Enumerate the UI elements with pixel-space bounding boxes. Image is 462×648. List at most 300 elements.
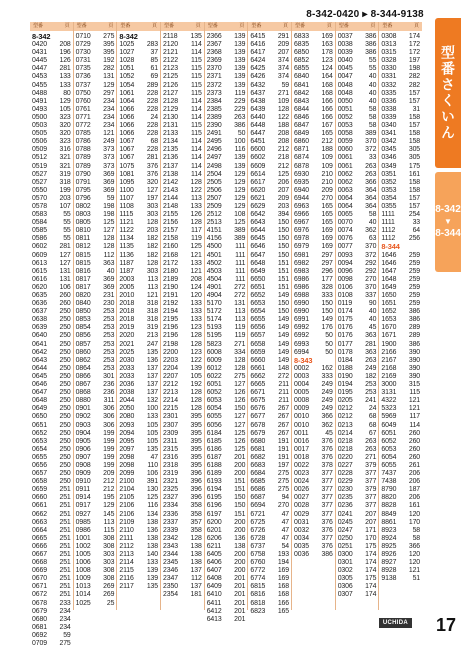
index-row: [119, 349, 158, 357]
index-row: [163, 422, 202, 430]
model-number: 1111: [381, 211, 395, 219]
index-row: [294, 284, 333, 292]
model-number: 0070: [337, 219, 353, 227]
model-number: 6053: [206, 397, 222, 405]
page-ref: 138: [190, 542, 202, 550]
page-ref: 58: [368, 105, 377, 113]
model-number: 2190: [163, 283, 178, 291]
page-ref: 192: [103, 57, 115, 65]
model-number: 6990: [294, 300, 309, 308]
page-ref: 259: [408, 251, 421, 259]
page-ref: 150: [234, 502, 246, 510]
index-row: [76, 138, 115, 146]
index-row: [338, 422, 377, 430]
model-number: 6815: [250, 583, 266, 591]
index-row: [338, 324, 377, 332]
page-ref: 135: [146, 583, 159, 591]
index-row: [76, 365, 115, 373]
model-number: 1671: [381, 332, 397, 340]
page-ref: 133: [190, 202, 202, 210]
index-row: [250, 33, 289, 41]
index-row: [250, 41, 289, 49]
model-number: 0641: [32, 340, 47, 348]
index-row: [163, 98, 202, 106]
model-number: 6976: [294, 227, 309, 235]
page-ref: 247: [146, 340, 159, 348]
page-ref: 151: [277, 275, 290, 283]
model-number: 0493: [32, 105, 47, 113]
index-row: [76, 284, 115, 292]
page-ref: 33: [368, 154, 377, 162]
page-ref: 55: [368, 57, 377, 65]
index-row: [207, 446, 246, 454]
page-ref: 198: [408, 65, 421, 73]
page-ref: 129: [59, 97, 71, 105]
model-number: 2030: [119, 356, 135, 364]
index-row: [32, 381, 71, 389]
index-row: [294, 219, 333, 227]
index-row: [76, 462, 115, 470]
page-ref: 110: [147, 461, 159, 469]
page-ref: 201: [234, 453, 246, 461]
index-row: [32, 349, 71, 357]
index-row: [250, 130, 289, 138]
page-ref: 169: [277, 575, 290, 583]
model-number: 6981: [294, 251, 309, 259]
model-number: 0854: [75, 324, 91, 332]
page-ref: 119: [234, 324, 246, 332]
model-number: 1115: [119, 211, 134, 219]
model-number: 0176: [337, 332, 353, 340]
page-ref: 133: [190, 316, 202, 324]
page-ref: 168: [277, 583, 290, 591]
index-row: [250, 57, 289, 65]
page-ref: 114: [191, 105, 202, 113]
model-number: 1066: [119, 122, 135, 130]
model-number: 0307: [337, 591, 353, 599]
model-number: 2505: [206, 178, 222, 186]
column-header-model: 型番: [338, 23, 349, 29]
model-number: 0901: [75, 405, 91, 413]
model-number: 6646: [250, 243, 266, 251]
index-row: [32, 470, 71, 478]
page-ref: 149: [277, 324, 290, 332]
page-ref: 113: [234, 308, 246, 316]
page-ref: 212: [103, 478, 115, 486]
page-ref: 282: [408, 81, 421, 89]
page-ref: 199: [103, 453, 115, 461]
index-row: [381, 252, 420, 260]
page-ref: 376: [146, 162, 159, 170]
model-number: 0512: [32, 154, 47, 162]
page-ref: 207: [277, 49, 290, 57]
model-number: 0586: [32, 235, 47, 243]
page-ref: 208: [59, 41, 71, 49]
model-number: 0645: [32, 372, 47, 380]
model-number: 0176: [337, 324, 353, 332]
page-ref: 318: [59, 178, 71, 186]
index-row: [163, 154, 202, 162]
page-ref: 253: [103, 316, 115, 324]
index-row: [250, 260, 289, 268]
index-row: [207, 73, 246, 81]
index-row: [250, 502, 289, 510]
page-ref: 337: [365, 292, 377, 299]
index-row: [119, 106, 158, 114]
model-number: 0342: [381, 138, 397, 146]
index-row: [250, 227, 289, 235]
model-number: 6425: [250, 65, 266, 73]
index-row: [207, 82, 246, 90]
page-ref: 260: [59, 292, 71, 299]
page-ref: 113: [234, 316, 246, 324]
page-ref: 369: [103, 178, 115, 186]
page-ref: 126: [234, 437, 246, 445]
model-number: 8849: [381, 510, 397, 518]
page-ref: 64: [412, 227, 421, 235]
page-ref: 228: [146, 97, 159, 105]
column-header: [336, 22, 379, 31]
index-row: [338, 243, 377, 251]
page-ref: 395: [190, 437, 202, 445]
index-row: [294, 260, 333, 268]
model-number: 0048: [337, 81, 353, 89]
model-number: 0059: [337, 138, 353, 146]
page-ref: 200: [234, 551, 246, 558]
index-row: [294, 98, 333, 106]
index-row: [338, 413, 377, 421]
index-row: [338, 478, 377, 486]
index-row: [163, 349, 202, 357]
page-ref: 275: [277, 486, 290, 494]
index-row: [119, 268, 158, 276]
index-row: [338, 171, 377, 179]
index-row: [207, 478, 246, 486]
model-number: 1670: [381, 324, 397, 332]
model-number: 0308: [381, 33, 397, 40]
page-ref: 45: [325, 429, 333, 437]
page-ref: 157: [408, 97, 421, 105]
index-row: [32, 146, 71, 154]
page-ref: 250: [59, 364, 71, 372]
index-row: [163, 146, 202, 154]
index-row: [76, 527, 115, 535]
page-ref: 208: [277, 138, 290, 146]
page-ref: 58: [368, 122, 377, 130]
page-ref: 136: [146, 356, 159, 364]
index-row: [76, 430, 115, 438]
model-number: 0455: [32, 81, 47, 89]
page-ref: 127: [234, 413, 246, 421]
index-column: [204, 22, 248, 623]
model-number: 2100: [119, 478, 135, 486]
index-row: [338, 187, 377, 195]
page-ref: 197: [277, 461, 290, 469]
index-row: [163, 332, 202, 340]
model-number: 0353: [381, 186, 397, 194]
index-row: [250, 179, 289, 187]
page-ref: 320: [59, 130, 71, 138]
index-row: [76, 502, 115, 510]
page-ref: 228: [146, 130, 159, 138]
index-row: [207, 397, 246, 405]
column-header-page: 頁: [64, 23, 70, 29]
index-row: [207, 49, 246, 57]
index-row: [32, 640, 71, 648]
index-row: [338, 470, 377, 478]
model-number: 0345: [381, 146, 397, 154]
index-row: [207, 211, 246, 219]
series-prefix: 8-342: [119, 32, 138, 41]
model-number: 0642: [32, 348, 47, 356]
page-ref: 282: [408, 73, 421, 81]
page-ref: 137: [190, 583, 202, 591]
model-number: 2110: [119, 526, 134, 534]
page-ref: 201: [234, 583, 246, 591]
page-ref: 191: [277, 453, 290, 461]
page-ref: 80: [63, 89, 71, 97]
index-row: [163, 187, 202, 195]
index-row: [76, 260, 115, 268]
page-ref: 115: [191, 122, 202, 130]
model-number: 6652: [250, 292, 266, 299]
page-ref: 228: [146, 105, 159, 113]
page-ref: 234: [103, 122, 115, 130]
index-row: [32, 567, 71, 575]
index-row: [294, 268, 333, 276]
model-number: 0648: [32, 397, 47, 405]
index-row: [294, 243, 333, 251]
model-number: 7438: [381, 478, 397, 486]
index-row: [207, 300, 246, 308]
model-number: 0195: [337, 389, 353, 397]
page-ref: 139: [234, 49, 246, 57]
model-number: 2033: [119, 372, 135, 380]
index-row: [338, 519, 377, 527]
index-row: [119, 567, 158, 575]
page-ref: 386: [365, 33, 377, 40]
model-number: 2342: [163, 534, 178, 542]
page-ref: 250: [59, 340, 71, 348]
model-number: 0729: [75, 41, 91, 49]
page-ref: 200: [234, 567, 246, 575]
page-ref: 121: [408, 567, 421, 575]
page-ref: 111: [235, 267, 246, 275]
model-number: 6982: [294, 259, 309, 267]
model-number: 6406: [206, 559, 222, 567]
page-ref: 158: [408, 130, 421, 138]
page-ref: 364: [365, 202, 377, 210]
index-row: [76, 413, 115, 421]
page-ref: 174: [365, 551, 377, 558]
model-number: 0917: [75, 502, 91, 510]
index-row: [119, 519, 158, 527]
index-row: [163, 470, 202, 478]
model-number: 0245: [337, 518, 353, 526]
page-ref: 139: [234, 65, 246, 73]
page-ref: 124: [190, 283, 202, 291]
model-number: 0805: [75, 219, 91, 227]
index-row: [207, 332, 246, 340]
index-row: [294, 502, 333, 510]
index-row: [207, 284, 246, 292]
model-number: 0811: [75, 235, 91, 243]
model-number: 1061: [119, 89, 135, 97]
page-ref: 128: [103, 235, 115, 243]
index-row: [250, 341, 289, 349]
model-number: 1028: [119, 57, 135, 65]
index-row: [207, 324, 246, 332]
index-row: [207, 154, 246, 162]
index-row: [76, 235, 115, 243]
index-row: [250, 332, 289, 340]
model-number: 0638: [32, 316, 47, 324]
index-row: [163, 519, 202, 527]
index-row: [119, 502, 158, 510]
page-ref: 366: [321, 413, 333, 421]
index-row: [119, 535, 158, 543]
model-number: 2334: [163, 502, 178, 510]
index-row: [250, 519, 289, 527]
index-row: [163, 535, 202, 543]
index-row: [250, 82, 289, 90]
model-number: 6684: [250, 470, 266, 478]
index-row: [207, 381, 246, 389]
model-number: 9138: [381, 575, 397, 583]
page-ref: 377: [321, 510, 333, 518]
index-row: [250, 494, 289, 502]
index-row: [207, 430, 246, 438]
model-number: 6986: [294, 283, 309, 291]
index-row: [163, 211, 202, 219]
index-row: [250, 203, 289, 211]
index-row: [381, 430, 420, 438]
model-number: 0026: [294, 486, 309, 494]
model-number: 0023: [294, 470, 309, 478]
model-number: 0609: [32, 251, 47, 259]
index-row: [207, 146, 246, 154]
index-row: [294, 446, 333, 454]
page-ref: 137: [146, 381, 159, 389]
model-number: 0910: [75, 478, 91, 486]
model-number: 2112: [119, 542, 134, 550]
page-ref: 128: [190, 178, 202, 186]
index-row: [381, 122, 420, 130]
index-row: [381, 146, 420, 154]
page-ref: 250: [59, 453, 71, 461]
model-number: 0431: [32, 49, 47, 57]
page-ref: 138: [190, 559, 202, 567]
page-ref: 251: [59, 542, 71, 550]
model-number: 6413: [206, 615, 222, 623]
page-ref: 128: [146, 259, 159, 267]
page-ref: 211: [278, 397, 290, 405]
page-number: 17: [435, 615, 456, 635]
model-number: 2131: [163, 122, 178, 130]
page-ref: 297: [321, 251, 333, 259]
index-row: [119, 82, 158, 90]
index-row: [32, 519, 71, 527]
model-number: 6694: [250, 502, 266, 510]
index-row: [381, 341, 420, 349]
index-row: [207, 591, 246, 599]
index-row: [76, 341, 115, 349]
model-number: 1025: [75, 599, 91, 607]
column-header-model: 型番: [207, 23, 218, 29]
index-row: [294, 195, 333, 203]
index-row: [32, 591, 71, 599]
index-row: [338, 219, 377, 227]
model-number: 0341: [381, 130, 397, 138]
model-number: 0550: [32, 186, 47, 194]
page-ref: 396: [190, 486, 202, 494]
side-tab-title: 型番さくいん: [435, 18, 461, 168]
model-number: 6643: [250, 219, 266, 227]
model-number: 0864: [75, 364, 91, 372]
model-number: 0227: [337, 461, 353, 469]
index-row: [76, 357, 115, 365]
model-number: 2384: [206, 97, 222, 105]
page-ref: 199: [59, 186, 71, 194]
model-number: 0655: [32, 453, 47, 461]
page-ref: 114: [191, 97, 202, 105]
model-number: 6609: [250, 162, 266, 170]
model-number: 2200: [163, 348, 178, 356]
page-ref: 139: [146, 567, 159, 575]
model-number: 1187: [119, 259, 134, 267]
index-row: [338, 575, 377, 583]
index-row: [207, 470, 246, 478]
page-ref: 251: [59, 486, 71, 494]
index-row: [294, 470, 333, 478]
column-header-model: 型番: [251, 23, 262, 29]
model-number: 2166: [381, 348, 397, 356]
model-number: 0229: [337, 478, 353, 486]
model-number: 2512: [206, 211, 222, 219]
index-row: [381, 381, 420, 389]
page-ref: 206: [408, 478, 421, 486]
model-number: 2367: [206, 41, 222, 49]
page-ref: 108: [234, 211, 246, 219]
page-ref: 364: [365, 194, 377, 202]
index-row: [381, 211, 420, 219]
page-ref: 47: [281, 510, 290, 518]
index-row: [163, 430, 202, 438]
page-ref: 389: [234, 227, 246, 235]
index-row: [119, 276, 158, 284]
model-number: 2311: [163, 437, 178, 445]
page-ref: 129: [103, 502, 115, 510]
index-row: [338, 98, 377, 106]
page-ref: 261: [408, 461, 421, 469]
index-row: [119, 559, 158, 567]
index-row: [76, 252, 115, 260]
index-row: [76, 575, 115, 583]
page-ref: 157: [408, 89, 421, 97]
model-number: 0810: [75, 227, 91, 235]
page-ref: 161: [408, 502, 421, 510]
index-row: [32, 122, 71, 130]
index-row: [163, 486, 202, 494]
page-ref: 212: [277, 162, 290, 170]
page-ref: 303: [146, 267, 159, 275]
index-row: [338, 373, 377, 381]
index-row: [207, 559, 246, 567]
page-ref: 145: [103, 510, 115, 518]
page-ref: 386: [365, 41, 377, 49]
index-row: [119, 163, 158, 171]
index-row: [250, 114, 289, 122]
